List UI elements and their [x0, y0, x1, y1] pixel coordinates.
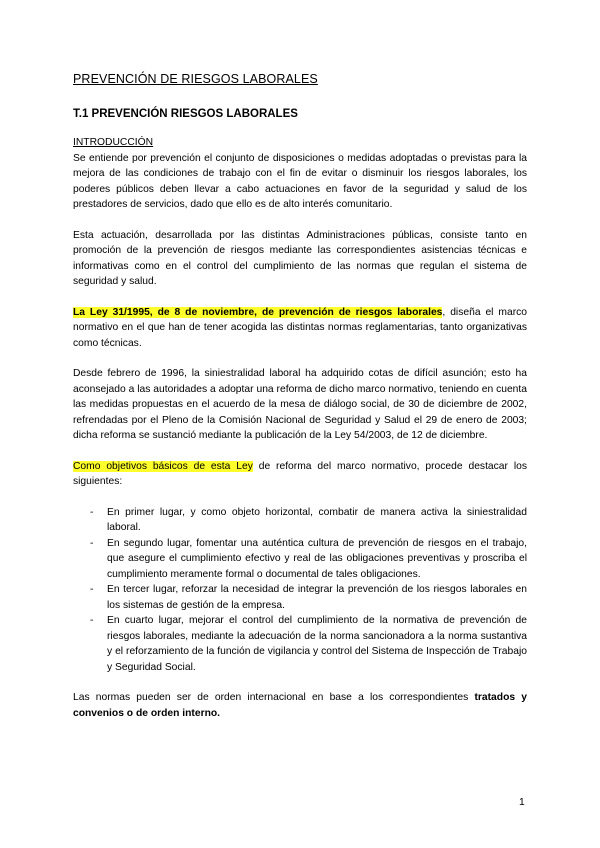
bold-tratados-convenios: tratados y convenios o de orden interno. — [73, 692, 527, 719]
paragraph-ley-31-1995 — [73, 305, 527, 352]
document-body — [73, 135, 527, 721]
intro-paragraph: Se entiende por prevención el conjunto de disposiciones o medidas adoptadas o previstas para la mejora de las condiciones de trabajo con el fin de evitar o disminuir los riesgos laborales, los poderes públicos deben llevar a cabo actuaciones en favor de la seguridad y salud de los prestadores de servicios, dado que ello es de alto interés comunitario. — [73, 152, 527, 210]
paragraph-ley-rest: , diseña el marco normativo en el que han de tener acogida las distintas normas reglamentarias, tanto organizativas como técnicas. — [73, 306, 527, 349]
list-item — [73, 536, 527, 583]
paragraph-objetivos — [73, 459, 527, 490]
dash-bullet: - — [90, 506, 94, 518]
highlighted-law-reference: La Ley 31/1995, de 8 de noviembre, de prevención de riesgos laborales — [73, 306, 443, 318]
section-heading-introduccion: INTRODUCCIÓN — [73, 137, 154, 148]
dash-bullet: - — [90, 584, 94, 595]
paragraph-normas — [73, 690, 527, 721]
chapter-title: T.1 PREVENCIÓN RIESGOS LABORALES — [73, 108, 298, 120]
paragraph-objetivos-rest: de reforma del marco normativo, procede destacar los siguientes: — [73, 460, 527, 487]
list-item-text: En primer lugar, y como objeto horizontal, combatir de manera activa la siniestralidad laboral. — [107, 506, 527, 533]
list-item-text: En segundo lugar, fomentar una auténtica cultura de prevención de riesgos en el trabajo, que asegure el cumplimiento efectivo y real de las obligaciones preventivas y proscriba el cumplimiento meramente formal o documental de tales obligaciones. — [107, 537, 527, 580]
list-item — [73, 505, 527, 536]
dash-bullet: - — [90, 537, 94, 549]
paragraph-siniestralidad: Desde febrero de 1996, la siniestralidad laboral ha adquirido cotas de difícil asunción; esto ha aconsejado a las autoridades a adoptar una reforma de dicho marco normativo, teniendo en cuenta las medidas propuestas en el acuerdo de la mesa de diálogo social, de 30 de diciembre de 2002, refrendadas por el Pleno de la Comisión Nacional de Seguridad y Salud el 29 de enero de 2003; dicha reforma se sustanció mediante la publicación de la Ley 54/2003, de 12 de diciembre. — [73, 368, 527, 441]
page-number: 1 — [519, 797, 525, 808]
document-title: PREVENCIÓN DE RIESGOS LABORALES — [73, 72, 318, 86]
objectives-list — [73, 505, 527, 676]
list-item — [73, 582, 527, 613]
paragraph-normas-text: Las normas pueden ser de orden internacional en base a los correspondientes — [73, 692, 475, 703]
list-item-text: En cuarto lugar, mejorar el control del cumplimiento de la normativa de prevención de riesgos laborales, mediante la adecuación de la norma sancionadora a la norma sustantiva y el reforzamiento de la función de vigilancia y control del Sistema de Inspección de Trabajo y Seguridad Social. — [107, 615, 527, 673]
paragraph-administraciones: Esta actuación, desarrollada por las distintas Administraciones públicas, consiste tanto en promoción de la prevención de riesgos mediante las correspondientes asistencias técnicas e informativas como en el control del cumplimiento de las normas que regulan el sistema de seguridad y salud. — [73, 229, 527, 287]
dash-bullet: - — [90, 615, 94, 626]
list-item — [73, 613, 527, 675]
list-item-text: En tercer lugar, reforzar la necesidad de integrar la prevención de los riesgos laborales en los sistemas de gestión de la empresa. — [107, 584, 527, 611]
highlighted-objectives-phrase: Como objetivos básicos de esta Ley — [73, 460, 253, 472]
